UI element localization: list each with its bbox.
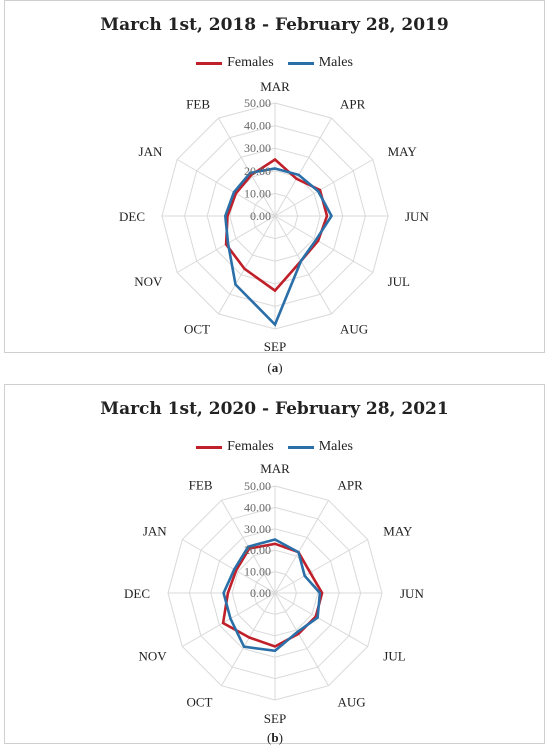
axis-label-nov: NOV xyxy=(138,648,167,664)
tick-label: 50.00 xyxy=(244,479,271,493)
axis-label-sep: SEP xyxy=(263,339,287,354)
tick-label: 0.00 xyxy=(250,586,271,600)
tick-label: 10.00 xyxy=(244,564,271,579)
legend-label-females: Females xyxy=(227,55,274,70)
chart-panel-b xyxy=(4,384,545,744)
tick-label: 20.00 xyxy=(244,163,271,178)
series-line-females xyxy=(223,544,322,647)
axis-label-jul: JUL xyxy=(387,274,410,289)
axis-label-nov: NOV xyxy=(134,274,163,289)
axis-label-may: MAY xyxy=(387,144,417,159)
axis-label-mar: MAR xyxy=(260,461,290,476)
tick-label: 40.00 xyxy=(244,118,271,133)
axis-label-apr: APR xyxy=(340,96,366,112)
tick-label: 0.00 xyxy=(250,209,271,223)
axis-label-jun: JUN xyxy=(400,586,424,601)
tick-label: 20.00 xyxy=(244,543,271,558)
chart-title: March 1st, 2020 - February 28, 2021 xyxy=(100,399,449,419)
chart-title: March 1st, 2018 - February 28, 2019 xyxy=(100,15,449,35)
axis-label-jan: JAN xyxy=(138,144,163,159)
tick-label: 10.00 xyxy=(244,186,271,201)
axis-label-jul: JUL xyxy=(383,648,406,664)
caption-b: (b) xyxy=(267,730,283,745)
axis-label-may: MAY xyxy=(383,523,413,539)
axis-label-dec: DEC xyxy=(124,586,150,601)
tick-label: 50.00 xyxy=(244,96,271,110)
axis-label-apr: APR xyxy=(337,477,363,493)
axis-label-feb: FEB xyxy=(188,477,213,493)
caption-letter: b xyxy=(271,730,279,745)
legend-label-males: Males xyxy=(318,55,353,70)
legend-label-females: Females xyxy=(227,439,274,454)
tick-label: 30.00 xyxy=(244,141,271,156)
axis-label-jan: JAN xyxy=(142,523,167,539)
axis-label-mar: MAR xyxy=(260,79,290,94)
axis-label-oct: OCT xyxy=(186,694,213,710)
axis-label-feb: FEB xyxy=(186,96,210,112)
radar-chart xyxy=(5,1,546,354)
tick-label: 40.00 xyxy=(244,500,271,515)
axis-label-sep: SEP xyxy=(263,711,287,726)
radar-chart xyxy=(5,385,546,745)
tick-label: 30.00 xyxy=(244,521,271,536)
caption-letter: a xyxy=(271,360,279,375)
axis-label-dec: DEC xyxy=(119,209,145,224)
series-line-males xyxy=(225,169,331,325)
legend-label-males: Males xyxy=(318,439,353,454)
caption-a: (a) xyxy=(267,360,283,375)
series-line-females xyxy=(226,160,327,291)
axis-label-aug: AUG xyxy=(340,321,369,337)
axis-label-jun: JUN xyxy=(405,209,429,224)
axis-label-oct: OCT xyxy=(184,321,210,337)
axis-label-aug: AUG xyxy=(337,694,366,710)
chart-panel-a xyxy=(4,0,545,353)
